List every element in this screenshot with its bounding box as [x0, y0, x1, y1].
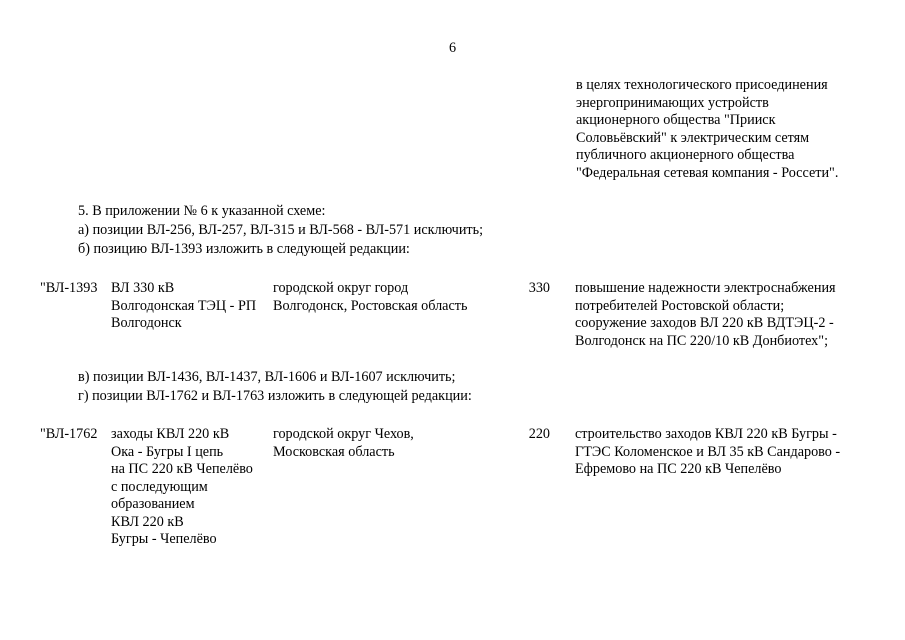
text-line: сооружение заходов ВЛ 220 кВ ВДТЭЦ-2 - [575, 315, 834, 331]
text-line: ГТЭС Коломенское и ВЛ 35 кВ Сандарово - [575, 443, 841, 460]
line-name [111, 280, 271, 333]
voltage: 220 [528, 426, 550, 442]
text-line: акционерного общества "Прииск [576, 112, 776, 128]
text-line: Волгодонск на ПС 220/10 кВ Донбиотех"; [575, 332, 829, 349]
text-line: заходы КВЛ 220 кВ [111, 426, 230, 442]
text-line: ВЛ 330 кВ [111, 280, 175, 296]
text-line: строительство заходов КВЛ 220 кВ Бугры - [575, 426, 837, 442]
text-line: Волгодонск, Ростовская область [273, 297, 468, 314]
purpose [575, 280, 875, 350]
location [273, 280, 503, 315]
text-line: городской округ город [273, 280, 409, 296]
text-line: образованием [111, 496, 195, 512]
section-5-intro: 5. В приложении № 6 к указанной схеме: [78, 203, 326, 219]
text-line: Московская область [273, 443, 395, 460]
text-line: Волгодонск [111, 315, 182, 331]
text-line: повышение надежности электроснабжения [575, 280, 836, 296]
section-5-item-b: б) позицию ВЛ-1393 изложить в следующей редакции: [78, 241, 410, 257]
text-line: Соловьёвский" к электрическим сетям [576, 129, 810, 146]
text-line: публичного акционерного общества [576, 147, 795, 163]
position-code: "ВЛ-1762 [40, 426, 98, 442]
text-line: энергопринимающих устройств [576, 94, 769, 111]
text-line: городской округ Чехов, [273, 426, 414, 442]
page-number: 6 [448, 40, 457, 56]
location [273, 426, 503, 461]
text-line: в целях технологического присоединения [576, 77, 828, 93]
text-line: КВЛ 220 кВ [111, 513, 184, 530]
section-5-item-a: а) позиции ВЛ-256, ВЛ-257, ВЛ-315 и ВЛ-568 - ВЛ-571 исключить; [78, 222, 484, 238]
text-line: с последующим [111, 478, 208, 495]
text-line: на ПС 220 кВ Чепелёво [111, 461, 253, 477]
text-line: Ока - Бугры I цепь [111, 443, 224, 460]
previous-entry-continuation [576, 77, 876, 182]
text-line: Ефремово на ПС 220 кВ Чепелёво [575, 461, 782, 477]
purpose [575, 426, 875, 479]
text-line: Волгодонская ТЭЦ - РП [111, 297, 257, 314]
voltage: 330 [528, 280, 550, 296]
position-code: "ВЛ-1393 [40, 280, 98, 296]
line-name [111, 426, 271, 549]
text-line: потребителей Ростовской области; [575, 297, 785, 314]
text-line: Бугры - Чепелёво [111, 531, 217, 547]
text-line: "Федеральная сетевая компания - Россети". [576, 164, 839, 181]
section-5-item-v: в) позиции ВЛ-1436, ВЛ-1437, ВЛ-1606 и ВЛ-1607 исключить; [78, 369, 456, 385]
section-5-item-g: г) позиции ВЛ-1762 и ВЛ-1763 изложить в следующей редакции: [78, 388, 472, 404]
